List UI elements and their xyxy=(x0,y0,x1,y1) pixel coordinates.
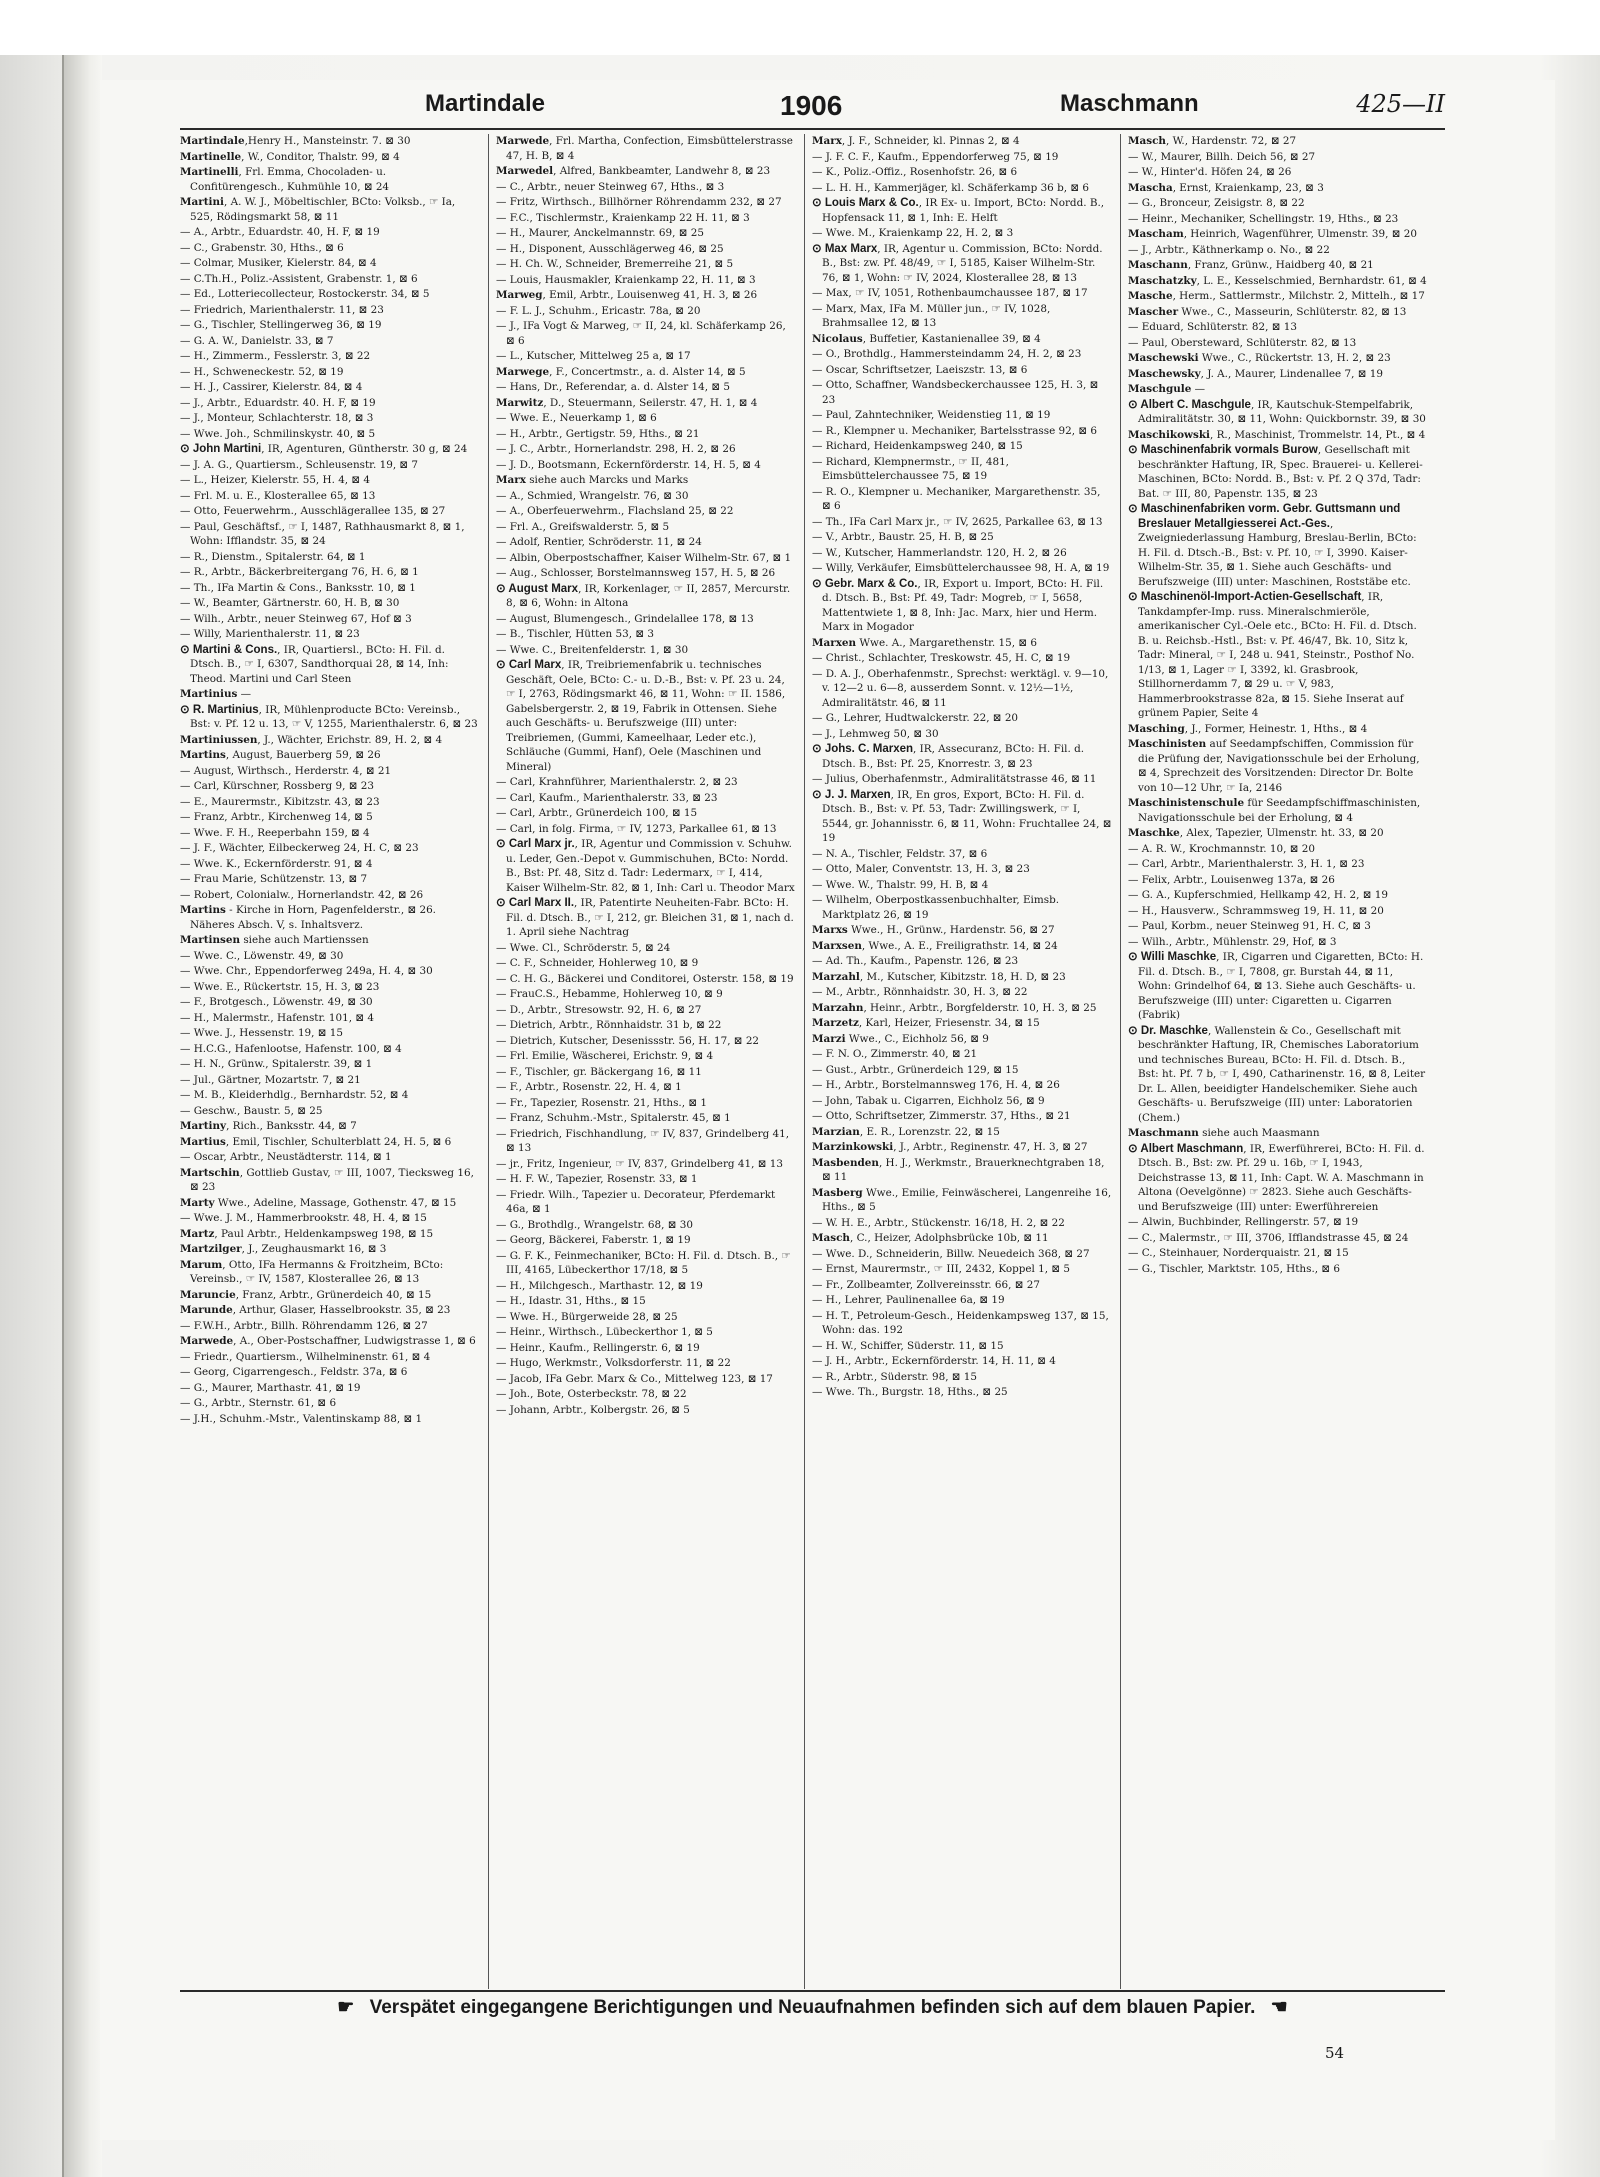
directory-entry: — D. A. J., Oberhafenmstr., Sprechst: werktägl. v. 9—10, v. 12—2 u. 6—8, ausserdem Sonnt. v. 12½—1½, Admiralitätstr. 46, ⊠ 11 xyxy=(812,667,1109,709)
directory-entry: — L., Heizer, Kielerstr. 55, H. 4, ⊠ 4 xyxy=(180,474,371,486)
directory-entry: — Albin, Oberpostschaffner, Kaiser Wilhelm-Str. 67, ⊠ 1 xyxy=(496,551,792,564)
directory-entry: — F.W.H., Arbtr., Billh. Röhrendamm 126, ⊠ 27 xyxy=(180,1319,428,1332)
directory-entry: — C., Arbtr., neuer Steinweg 67, Hths., ⊠ 3 xyxy=(496,180,725,193)
directory-entry: — Frl. Emilie, Wäscherei, Erichstr. 9, ⊠ 4 xyxy=(496,1050,714,1062)
directory-entry: ⊙ Carl Marx II., IR, Patentirte Neuheiten-Fabr. BCto: H. Fil. d. Dtsch. B., ☞ I, 212, gr. Bleichen 31, ⊠ 1, nach d. 1. April siehe Nachtrag xyxy=(496,897,794,938)
directory-entry: — F., Tischler, gr. Bäckergang 16, ⊠ 11 xyxy=(496,1065,702,1078)
directory-entry: — C., Malermstr., ☞ III, 3706, Ifflandstrasse 45, ⊠ 24 xyxy=(1128,1231,1409,1244)
directory-entry: — B., Tischler, Hütten 53, ⊠ 3 xyxy=(496,628,654,640)
directory-entry: — Frl. A., Greifswalderstr. 5, ⊠ 5 xyxy=(496,520,670,533)
column-4 xyxy=(1128,134,1428,1989)
directory-entry: — J. C., Arbtr., Hornerlandstr. 298, H. 2, ⊠ 26 xyxy=(496,443,736,455)
directory-entry: — Paul, Geschäftsf., ☞ I, 1487, Rathhausmarkt 8, ⊠ 1, Wohn: Ifflandstr. 35, ⊠ 24 xyxy=(180,520,465,547)
directory-entry: — J. H., Arbtr., Eckernförderstr. 14, H. 11, ⊠ 4 xyxy=(812,1355,1056,1367)
directory-entry: — A. R. W., Krochmannstr. 10, ⊠ 20 xyxy=(1128,842,1315,855)
directory-entry: Marunde, Arthur, Glaser, Hasselbrookstr. 35, ⊠ 23 xyxy=(180,1304,451,1316)
directory-entry: Maschke, Alex, Tapezier, Ulmenstr. ht. 33, ⊠ 20 xyxy=(1128,827,1384,839)
directory-entry: — Ad. Th., Kaufm., Papenstr. 126, ⊠ 23 xyxy=(812,955,1019,967)
directory-entry: Marzian, E. R., Lorenzstr. 22, ⊠ 15 xyxy=(812,1125,1000,1138)
directory-entry: — Friedr., Quartiersm., Wilhelminenstr. 61, ⊠ 4 xyxy=(180,1350,431,1363)
directory-entry: — Carl, Arbtr., Marienthalerstr. 3, H. 1, ⊠ 23 xyxy=(1128,858,1365,870)
directory-entry: Martz, Paul Arbtr., Heldenkampsweg 198, ⊠ 15 xyxy=(180,1227,434,1240)
directory-entry: — Carl, Kürschner, Rossberg 9, ⊠ 23 xyxy=(180,780,374,792)
directory-entry: — John, Tabak u. Cigarren, Eichholz 56, ⊠ 9 xyxy=(812,1094,1045,1107)
directory-entry: — Robert, Colonialw., Hornerlandstr. 42, ⊠ 26 xyxy=(180,888,424,901)
directory-entry: — J. D., Bootsmann, Eckernförderstr. 14, H. 5, ⊠ 4 xyxy=(496,458,761,471)
directory-entry: Martzilger, J., Zeughausmarkt 16, ⊠ 3 xyxy=(180,1243,387,1255)
directory-entry: — G., Arbtr., Sternstr. 61, ⊠ 6 xyxy=(180,1397,337,1409)
directory-entry: Martins, August, Bauerberg 59, ⊠ 26 xyxy=(180,749,381,761)
directory-entry: Maruncie, Franz, Arbtr., Grünerdeich 40, ⊠ 15 xyxy=(180,1288,432,1301)
directory-entry: — H., Milchgesch., Marthastr. 12, ⊠ 19 xyxy=(496,1279,703,1292)
directory-entry: — Wwe. J., Hessenstr. 19, ⊠ 15 xyxy=(180,1027,344,1039)
directory-entry: — Wwe. C., Löwenstr. 49, ⊠ 30 xyxy=(180,949,344,962)
directory-entry: — Alwin, Buchbinder, Rellingerstr. 57, ⊠ 19 xyxy=(1128,1216,1359,1228)
directory-entry: Martiny, Rich., Banksstr. 44, ⊠ 7 xyxy=(180,1120,357,1132)
directory-entry: — G., Bronceur, Zeisigstr. 8, ⊠ 22 xyxy=(1128,197,1305,209)
directory-entry: — J., Arbtr., Käthnerkamp o. No., ⊠ 22 xyxy=(1128,243,1330,256)
directory-entry: — R., Dienstm., Spitalerstr. 64, ⊠ 1 xyxy=(180,550,366,563)
directory-entry: — Fritz, Wirthsch., Billhörner Röhrendamm 232, ⊠ 27 xyxy=(496,196,782,208)
directory-entry: Mascham, Heinrich, Wagenführer, Ulmenstr. 39, ⊠ 20 xyxy=(1128,228,1417,240)
directory-entry: — Wwe. Th., Burgstr. 18, Hths., ⊠ 25 xyxy=(812,1386,1008,1398)
directory-entry: — Dietrich, Kutscher, Desenissstr. 56, H. 17, ⊠ 22 xyxy=(496,1034,760,1047)
directory-entry: Mascher Wwe., C., Masseurin, Schlüterstr. 82, ⊠ 13 xyxy=(1128,305,1407,318)
column-divider xyxy=(804,134,805,1989)
directory-entry: ⊙ John Martini, IR, Agenturen, Güntherstr. 30 g, ⊠ 24 xyxy=(180,443,468,455)
pointing-hand-icon: ☚ xyxy=(1270,1997,1288,2018)
directory-entry: — A., Schmied, Wrangelstr. 76, ⊠ 30 xyxy=(496,489,689,502)
directory-entry: ⊙ Max Marx, IR, Agentur u. Commission, BCto: Nordd. B., Bst: zw. Pf. 48/49, ☞ I, 5185, Kaiser Wilhelm-Str. 76, ⊠ 1, Wohn: ☞ IV, 2024, Klosterallee 28, ⊠ 13 xyxy=(812,242,1103,284)
directory-entry: — Geschw., Baustr. 5, ⊠ 25 xyxy=(180,1104,323,1117)
directory-entry: — Carl, Kaufm., Marienthalerstr. 33, ⊠ 23 xyxy=(496,791,718,804)
directory-entry: ⊙ Willi Maschke, IR, Cigarren und Cigaretten, BCto: H. Fil. d. Dtsch. B., ☞ I, 7808, gr. Burstah 44, ⊠ 11, Wohn: Grindelhof 64, ⊠ 13. Siehe auch Geschäfts- u. Berufszweige (III) unter: Cigaretten u. Cigarren (Fabrik) xyxy=(1128,951,1424,1021)
directory-entry: — M. B., Kleiderhdlg., Bernhardstr. 52, ⊠ 4 xyxy=(180,1089,409,1101)
page-number: 54 xyxy=(1325,2044,1345,2062)
directory-entry: ⊙ Dr. Maschke, Wallenstein & Co., Gesellschaft mit beschränkter Haftung, IR, Chemisches Laboratorium und technisches Bureau, BCto: H. Fil. d. Dtsch. B., Bst: ht. Pf. 7 b, ☞ I, 490, Catharinenstr. 16, ⊠ 8, Leiter Dr. L. Allen, beeidigter Handelschemiker. Siehe auch Geschäfts- u. Berufszweige (III) unter: Laboratorien (Chem.) xyxy=(1128,1024,1426,1124)
directory-entry: Masching, J., Former, Heinestr. 1, Hths., ⊠ 4 xyxy=(1128,722,1368,735)
directory-entry: Marxen Wwe. A., Margarethenstr. 15, ⊠ 6 xyxy=(812,636,1037,649)
footer-notice-text: Verspätet eingegangene Berichtigungen und Neuaufnahmen befinden sich auf dem blauen Papier. xyxy=(369,1997,1256,2018)
directory-entry: — Christ., Schlachter, Treskowstr. 45, H. C, ⊠ 19 xyxy=(812,652,1071,664)
directory-entry: Maschewski Wwe., C., Rückertstr. 13, H. 2, ⊠ 23 xyxy=(1128,352,1391,364)
directory-entry: — Wwe. F. H., Reeperbahn 159, ⊠ 4 xyxy=(180,826,370,839)
directory-entry: — M., Arbtr., Rönnhaidstr. 30, H. 3, ⊠ 22 xyxy=(812,986,1028,998)
directory-entry: — H. T., Petroleum-Gesch., Heidenkampsweg 137, ⊠ 15, Wohn: das. 192 xyxy=(812,1309,1109,1336)
directory-entry: — E., Maurermstr., Kibitzstr. 43, ⊠ 23 xyxy=(180,795,380,808)
directory-entry: — Aug., Schlosser, Borstelmannsweg 157, H. 5, ⊠ 26 xyxy=(496,567,776,579)
directory-entry: — Friedrich, Fischhandlung, ☞ IV, 837, Grindelberg 41, ⊠ 13 xyxy=(496,1127,790,1154)
directory-entry: Marx siehe auch Marcks und Marks xyxy=(496,474,689,486)
directory-entry: Maschinistenschule für Seedampfschiffmaschinisten, Navigationsschule bei der Erholung, ⊠ 4 xyxy=(1128,797,1421,824)
directory-entry: — Wwe. C., Breitenfelderstr. 1, ⊠ 30 xyxy=(496,643,689,656)
column-1 xyxy=(180,134,480,1989)
directory-entry: — Joh., Bote, Osterbeckstr. 78, ⊠ 22 xyxy=(496,1388,687,1400)
directory-entry: — Paul, Zahntechniker, Weidenstieg 11, ⊠ 19 xyxy=(812,409,1051,421)
directory-entry: — G. F. K., Feinmechaniker, BCto: H. Fil. d. Dtsch. B., ☞ III, 4165, Lübeckerthor 17/18, ⊠ 5 xyxy=(496,1249,791,1276)
directory-entry: — H., Maurer, Anckelmannstr. 69, ⊠ 25 xyxy=(496,227,704,239)
directory-entry: — Heinr., Wirthsch., Lübeckerthor 1, ⊠ 5 xyxy=(496,1326,713,1338)
directory-entry: — F.C., Tischlermstr., Kraienkamp 22 H. 11, ⊠ 3 xyxy=(496,211,750,224)
directory-entry: — Otto, Feuerwehrm., Ausschlägerallee 135, ⊠ 27 xyxy=(180,505,446,517)
directory-entry: — J. F. C. F., Kaufm., Eppendorferweg 75, ⊠ 19 xyxy=(812,150,1059,163)
directory-entry: — H., Arbtr., Borstelmannsweg 176, H. 4, ⊠ 26 xyxy=(812,1079,1060,1091)
directory-entry: — R., Klempner u. Mechaniker, Bartelsstrasse 92, ⊠ 6 xyxy=(812,424,1097,437)
directory-entry: — N. A., Tischler, Feldstr. 37, ⊠ 6 xyxy=(812,847,988,860)
directory-entry: — J., Lehmweg 50, ⊠ 30 xyxy=(812,727,939,740)
directory-entry: Marwitz, D., Steuermann, Seilerstr. 47, H. 1, ⊠ 4 xyxy=(496,396,758,409)
directory-entry: Maschikowski, R., Maschinist, Trommelstr. 14, Pt., ⊠ 4 xyxy=(1128,428,1426,441)
directory-entry: — Willy, Verkäufer, Eimsbüttelerchaussee 98, H. A, ⊠ 19 xyxy=(812,562,1110,574)
directory-entry: — Carl, Krahnführer, Marienthalerstr. 2, ⊠ 23 xyxy=(496,776,738,788)
directory-entry: — C., Steinhauer, Norderquaistr. 21, ⊠ 15 xyxy=(1128,1247,1349,1259)
directory-entry: — G., Maurer, Marthastr. 41, ⊠ 19 xyxy=(180,1381,361,1394)
directory-columns xyxy=(180,134,1445,1989)
directory-entry: Masche, Herm., Sattlermstr., Milchstr. 2, Mittelh., ⊠ 17 xyxy=(1128,290,1425,302)
directory-entry: — H. W., Schiffer, Süderstr. 11, ⊠ 15 xyxy=(812,1339,1004,1352)
directory-entry: — H., Malermstr., Hafenstr. 101, ⊠ 4 xyxy=(180,1011,374,1024)
directory-entry: — Georg, Cigarrengesch., Feldstr. 37a, ⊠ 6 xyxy=(180,1366,408,1378)
directory-entry: — H., Lehrer, Paulinenallee 6a, ⊠ 19 xyxy=(812,1294,1005,1306)
directory-entry: — Wilh., Arbtr., neuer Steinweg 67, Hof ⊠ 3 xyxy=(180,612,412,625)
directory-entry: — Marx, Max, IFa M. Müller jun., ☞ IV, 1028, Brahmsallee 12, ⊠ 13 xyxy=(812,302,1051,329)
directory-entry: ⊙ Maschinenfabriken vorm. Gebr. Guttsmann und Breslauer Metallgiesserei Act.-Ges., Zweigniederlassung Hamburg, Breslau-Berlin, BCto: H. Fil. d. Dtsch.-B., Bst: v. Pf. 10, ☞ I, 3990. Kaiser-Wilhelm-Str. 35, ⊠ 1. Siehe auch Geschäfts- und Berufszweige (III) unter: Maschinen, Roststäbe etc. xyxy=(1128,503,1417,588)
directory-entry: — Wwe. H., Bürgerweide 28, ⊠ 25 xyxy=(496,1310,678,1323)
directory-entry: — Heinr., Mechaniker, Schellingstr. 19, Hths., ⊠ 23 xyxy=(1128,212,1399,225)
directory-entry: Marzahn, Heinr., Arbtr., Borgfelderstr. 10, H. 3, ⊠ 25 xyxy=(812,1001,1097,1014)
directory-entry: Marwede, A., Ober-Postschaffner, Ludwigstrasse 1, ⊠ 6 xyxy=(180,1335,476,1347)
directory-entry: Marwege, F., Concertmstr., a. d. Alster 14, ⊠ 5 xyxy=(496,365,746,378)
directory-entry: — jr., Fritz, Ingenieur, ☞ IV, 837, Grindelberg 41, ⊠ 13 xyxy=(496,1157,783,1170)
directory-entry: — G., Tischler, Marktstr. 105, Hths., ⊠ 6 xyxy=(1128,1262,1340,1275)
directory-entry: — J., IFa Vogt & Marweg, ☞ II, 24, kl. Schäferkamp 26, ⊠ 6 xyxy=(496,320,786,347)
directory-entry: Marzi Wwe., C., Eichholz 56, ⊠ 9 xyxy=(812,1032,989,1045)
directory-entry: — Wwe. Cl., Schröderstr. 5, ⊠ 24 xyxy=(496,941,671,954)
directory-entry: — H., Zimmerm., Fesslerstr. 3, ⊠ 22 xyxy=(180,350,371,362)
header-right-keyword: Maschmann xyxy=(1060,90,1199,117)
directory-entry: — Wwe. W., Thalstr. 99, H. B, ⊠ 4 xyxy=(812,878,989,891)
directory-entry: Martindale,Henry H., Mansteinstr. 7. ⊠ 30 xyxy=(180,135,411,147)
directory-entry: ⊙ August Marx, IR, Korkenlager, ☞ II, 2857, Mercurstr. 8, ⊠ 6, Wohn: in Altona xyxy=(496,582,791,609)
directory-entry: — Wilh., Arbtr., Mühlenstr. 29, Hof, ⊠ 3 xyxy=(1128,935,1337,948)
directory-entry: — C. H. G., Bäckerei und Conditorei, Osterstr. 158, ⊠ 19 xyxy=(496,972,794,985)
directory-entry: Maschann, Franz, Grünw., Haidberg 40, ⊠ 21 xyxy=(1128,259,1374,271)
book-gutter xyxy=(62,55,102,2177)
directory-entry: — Otto, Maler, Conventstr. 13, H. 3, ⊠ 23 xyxy=(812,863,1030,875)
directory-entry: — J. F., Wächter, Eilbeckerweg 24, H. C, ⊠ 23 xyxy=(180,842,419,854)
directory-entry: — H., Arbtr., Gertigstr. 59, Hths., ⊠ 21 xyxy=(496,427,700,440)
footer-rule xyxy=(180,1990,1445,1992)
header-left-keyword: Martindale xyxy=(425,90,546,117)
directory-entry: Martiniussen, J., Wächter, Erichstr. 89, H. 2, ⊠ 4 xyxy=(180,733,443,746)
directory-entry: ⊙ Johs. C. Marxen, IR, Assecuranz, BCto: H. Fil. d. Dtsch. B., Bst: Pf. 25, Knorrestr. 3, ⊠ 23 xyxy=(812,743,1085,770)
directory-entry: — O., Brothdlg., Hammersteindamm 24, H. 2, ⊠ 23 xyxy=(812,348,1082,360)
directory-entry: — W., Hinter'd. Höfen 24, ⊠ 26 xyxy=(1128,166,1292,178)
directory-entry: Marx, J. F., Schneider, kl. Pinnas 2, ⊠ 4 xyxy=(812,135,1020,147)
directory-entry: — Frau Marie, Schützenstr. 13, ⊠ 7 xyxy=(180,873,368,885)
directory-entry: Marwedel, Alfred, Bankbeamter, Landwehr 8, ⊠ 23 xyxy=(496,165,771,177)
directory-entry: — H., Idastr. 31, Hths., ⊠ 15 xyxy=(496,1295,646,1307)
directory-entry: — Hugo, Werkmstr., Volksdorferstr. 11, ⊠ 22 xyxy=(496,1357,731,1369)
column-divider xyxy=(1120,134,1121,1989)
directory-entry: ⊙ Louis Marx & Co., IR Ex- u. Import, BCto: Nordd. B., Hopfensack 11, ⊠ 1, Inh: E. Helft xyxy=(812,197,1105,224)
directory-entry: — J.H., Schuhm.-Mstr., Valentinskamp 88, ⊠ 1 xyxy=(180,1412,423,1425)
directory-entry: Masbenden, H. J., Werkmstr., Brauerknechtgraben 18, ⊠ 11 xyxy=(812,1156,1105,1183)
directory-entry: — Th., IFa Martin & Cons., Banksstr. 10, ⊠ 1 xyxy=(180,581,416,594)
directory-entry: ⊙ Maschinenfabrik vormals Burow, Gesellschaft mit beschränkter Haftung, IR, Spec. Brauerei- u. Kellerei-Maschinen, BCto: Nordd. B., Bst: v. Pf. 2 Q 37d, Tadr: Bat. ☞ III, 80, Papenstr. 135, ⊠ 23 xyxy=(1128,444,1423,500)
directory-entry: — Georg, Bäckerei, Faberstr. 1, ⊠ 19 xyxy=(496,1234,691,1246)
directory-entry: — A., Oberfeuerwehrm., Flachsland 25, ⊠ 22 xyxy=(496,505,734,517)
directory-entry: — Oscar, Arbtr., Neustädterstr. 114, ⊠ 1 xyxy=(180,1151,392,1163)
directory-entry: ⊙ Martini & Cons., IR, Quartiersl., BCto: H. Fil. d. Dtsch. B., ☞ I, 6307, Sandthorquai 28, ⊠ 14, Inh: Theod. Martini und Carl Steen xyxy=(180,643,449,685)
directory-entry: Marty Wwe., Adeline, Massage, Gothenstr. 47, ⊠ 15 xyxy=(180,1196,457,1209)
directory-entry: ⊙ Carl Marx jr., IR, Agentur und Commission v. Schuhw. u. Leder, Gen.-Depot v. Gummischuhen, BCto: Nordd. B., Bst: Pf. 48, Sitz d. Tadr: Ledermarx, ☞ I, 414, Kaiser Wilhelm-Str. 82, ⊠ 1, Inh: Carl u. Theodor Marx xyxy=(496,838,795,894)
directory-entry: — L. H. H., Kammerjäger, kl. Schäferkamp 36 b, ⊠ 6 xyxy=(812,181,1089,194)
directory-entry: Martinsen siehe auch Martienssen xyxy=(180,934,369,946)
directory-entry: — K., Poliz.-Offiz., Rosenhofstr. 26, ⊠ 6 xyxy=(812,166,1018,178)
directory-entry: Maschatzky, L. E., Kesselschmied, Bernhardstr. 61, ⊠ 4 xyxy=(1128,274,1427,287)
directory-entry: — G. A. W., Danielstr. 33, ⊠ 7 xyxy=(180,334,334,347)
directory-entry: — Fr., Tapezier, Rosenstr. 21, Hths., ⊠ 1 xyxy=(496,1096,707,1109)
directory-entry: Masch, W., Hardenstr. 72, ⊠ 27 xyxy=(1128,135,1297,147)
directory-entry: — Eduard, Schlüterstr. 82, ⊠ 13 xyxy=(1128,321,1297,333)
directory-entry: — C. F., Schneider, Hohlerweg 10, ⊠ 9 xyxy=(496,957,699,969)
directory-entry: — Wwe. D., Schneiderin, Billw. Neuedeich 368, ⊠ 27 xyxy=(812,1247,1090,1260)
directory-entry: — Julius, Oberhafenmstr., Admiralitätstrasse 46, ⊠ 11 xyxy=(812,773,1097,785)
directory-entry: Martini, A. W. J., Möbeltischler, BCto: Volksb., ☞ Ia, 525, Rödingsmarkt 58, ⊠ 11 xyxy=(180,196,456,223)
header-year: 1906 xyxy=(780,90,843,121)
directory-entry: Martinelli, Frl. Emma, Chocoladen- u. Confitürengesch., Kuhmühle 10, ⊠ 24 xyxy=(180,166,390,193)
directory-entry: — G., Lehrer, Hudtwalckerstr. 22, ⊠ 20 xyxy=(812,712,1019,724)
directory-entry: — Paul, Obersteward, Schlüterstr. 82, ⊠ 13 xyxy=(1128,336,1357,349)
directory-entry: Martinelle, W., Conditor, Thalstr. 99, ⊠ 4 xyxy=(180,150,400,163)
directory-entry: — Heinr., Kaufm., Rellingerstr. 6, ⊠ 19 xyxy=(496,1341,700,1354)
directory-entry: — Otto, Schaffner, Wandsbeckerchaussee 125, H. 3, ⊠ 23 xyxy=(812,379,1099,406)
directory-entry: — R., Arbtr., Süderstr. 98, ⊠ 15 xyxy=(812,1370,978,1383)
directory-entry: — Wwe. J. M., Hammerbrookstr. 48, H. 4, ⊠ 15 xyxy=(180,1212,427,1224)
directory-entry: Marzetz, Karl, Heizer, Friesenstr. 34, ⊠ 15 xyxy=(812,1017,1040,1029)
directory-entry: Martins - Kirche in Horn, Pagenfelderstr., ⊠ 26. Näheres Absch. V, s. Inhaltsverz. xyxy=(180,904,436,931)
directory-entry: — Gust., Arbtr., Grünerdeich 129, ⊠ 15 xyxy=(812,1063,1019,1076)
directory-entry: — Ernst, Maurermstr., ☞ III, 2432, Koppel 1, ⊠ 5 xyxy=(812,1263,1070,1275)
directory-entry: — Wwe. E., Neuerkamp 1, ⊠ 6 xyxy=(496,412,657,424)
directory-entry: — G. A., Kupferschmied, Hellkamp 42, H. 2, ⊠ 19 xyxy=(1128,889,1389,901)
directory-entry: ⊙ J. J. Marxen, IR, En gros, Export, BCto: H. Fil. d. Dtsch. B., Bst: v. Pf. 53, Tadr: Zwillingswerk, ☞ I, 5544, gr. Johannisstr. 6, ⊠ 11, Wohn: Fruchtallee 24, ⊠ 19 xyxy=(812,788,1112,844)
directory-entry: — Jul., Gärtner, Mozartstr. 7, ⊠ 21 xyxy=(180,1073,361,1086)
directory-entry: — Adolf, Rentier, Schröderstr. 11, ⊠ 24 xyxy=(496,536,702,548)
pointing-hand-icon: ☛ xyxy=(337,1997,355,2018)
directory-entry: — Otto, Schriftsetzer, Zimmerstr. 37, Hths., ⊠ 21 xyxy=(812,1110,1071,1122)
directory-entry: Maschmann siehe auch Maasmann xyxy=(1128,1127,1320,1139)
directory-entry: — Wwe. E., Rückertstr. 15, H. 3, ⊠ 23 xyxy=(180,980,380,993)
directory-entry: — Max, ☞ IV, 1051, Rothenbaumchaussee 187, ⊠ 17 xyxy=(812,287,1088,299)
directory-entry: — Wwe. M., Kraienkamp 22, H. 2, ⊠ 3 xyxy=(812,227,1014,239)
directory-entry: — Carl, in folg. Firma, ☞ IV, 1273, Parkallee 61, ⊠ 13 xyxy=(496,822,777,835)
directory-entry: Maschewsky, J. A., Maurer, Lindenallee 7, ⊠ 19 xyxy=(1128,367,1383,380)
directory-entry: — V., Arbtr., Baustr. 25, H. B, ⊠ 25 xyxy=(812,531,994,543)
directory-entry: — R. O., Klempner u. Mechaniker, Margarethenstr. 35, ⊠ 6 xyxy=(812,485,1101,512)
directory-entry: — C.Th.H., Poliz.-Assistent, Grabenstr. 1, ⊠ 6 xyxy=(180,272,418,285)
directory-entry: — H., Disponent, Ausschlägerweg 46, ⊠ 25 xyxy=(496,242,724,255)
directory-entry: — D., Arbtr., Stresowstr. 92, H. 6, ⊠ 27 xyxy=(496,1003,702,1016)
directory-entry: — Ed., Lotteriecollecteur, Rostockerstr. 34, ⊠ 5 xyxy=(180,288,430,300)
directory-entry: — H. F. W., Tapezier, Rosenstr. 33, ⊠ 1 xyxy=(496,1173,698,1185)
directory-entry: — Dietrich, Arbtr., Rönnhaidstr. 31 b, ⊠ 22 xyxy=(496,1019,722,1031)
directory-entry: Mascha, Ernst, Kraienkamp, 23, ⊠ 3 xyxy=(1128,181,1324,194)
directory-entry: — J., Monteur, Schlachterstr. 18, ⊠ 3 xyxy=(180,412,374,424)
directory-entry: — Frl. M. u. E., Klosterallee 65, ⊠ 13 xyxy=(180,489,376,502)
directory-entry: ⊙ Carl Marx, IR, Treibriemenfabrik u. technisches Geschäft, Oele, BCto: C.- u. D.-B., Bst: v. Pf. 23 u. 24, ☞ I, 2763, Rödingsmarkt 46, ⊠ 11, Wohn: ☞ II. 1586, Gabelsbergerstr. 2, ⊠ 19, Fabrik in Ottensen. Siehe auch Geschäfts- u. Berufszweige (III) unter: Treibriemen, (Gummi, Kameelhaar, Leder etc.), Schläuche (Gummi, Hanf), Oele (Maschinen und Mineral) xyxy=(496,659,786,773)
footer-notice xyxy=(180,1996,1445,2026)
directory-entry: — F. N. O., Zimmerstr. 40, ⊠ 21 xyxy=(812,1048,978,1060)
directory-entry: — Wwe. Chr., Eppendorferweg 249a, H. 4, ⊠ 30 xyxy=(180,965,433,977)
directory-entry: — Franz, Arbtr., Kirchenweg 14, ⊠ 5 xyxy=(180,811,373,823)
directory-entry: — G., Brothdlg., Wrangelstr. 68, ⊠ 30 xyxy=(496,1218,693,1231)
header-page-number: 425—II xyxy=(1356,90,1445,118)
directory-entry: — Hans, Dr., Referendar, a. d. Alster 14, ⊠ 5 xyxy=(496,381,730,393)
directory-entry: — Richard, Klempnermstr., ☞ II, 481, Eimsbüttelerchaussee 75, ⊠ 19 xyxy=(812,455,1009,482)
directory-entry: — H., Schweneckestr. 52, ⊠ 19 xyxy=(180,365,344,378)
directory-entry: — Paul, Korbm., neuer Steinweg 91, H. C, ⊠ 3 xyxy=(1128,920,1371,932)
directory-entry: — W., Beamter, Gärtnerstr. 60, H. B, ⊠ 30 xyxy=(180,597,400,609)
directory-entry: — W., Kutscher, Hammerlandstr. 120, H. 2, ⊠ 26 xyxy=(812,546,1067,559)
directory-entry: Marzahl, M., Kutscher, Kibitzstr. 18, H. D, ⊠ 23 xyxy=(812,970,1066,983)
directory-entry: — H.C.G., Hafenlootse, Hafenstr. 100, ⊠ 4 xyxy=(180,1042,402,1055)
directory-entry: — Wwe. Joh., Schmilinskystr. 40, ⊠ 5 xyxy=(180,427,376,440)
directory-entry: — J., Arbtr., Eduardstr. 40. H. F, ⊠ 19 xyxy=(180,396,376,409)
directory-entry: — August, Wirthsch., Herderstr. 4, ⊠ 21 xyxy=(180,764,392,777)
directory-entry: — Carl, Arbtr., Grünerdeich 100, ⊠ 15 xyxy=(496,807,698,819)
directory-entry: — C., Grabenstr. 30, Hths., ⊠ 6 xyxy=(180,241,344,254)
directory-entry: ⊙ Albert C. Maschgule, IR, Kautschuk-Stempelfabrik, Admiralitätstr. 30, ⊠ 11, Wohn: Quickbornstr. 39, ⊠ 30 xyxy=(1128,398,1426,425)
directory-entry: — J. A. G., Quartiersm., Schleusenstr. 19, ⊠ 7 xyxy=(180,458,419,471)
column-divider xyxy=(488,134,489,1989)
directory-entry: — H. J., Cassirer, Kielerstr. 84, ⊠ 4 xyxy=(180,381,363,393)
directory-entry: — Wwe. K., Eckernförderstr. 91, ⊠ 4 xyxy=(180,857,373,870)
directory-entry: Marweg, Emil, Arbtr., Louisenweg 41, H. 3, ⊠ 26 xyxy=(496,289,758,301)
directory-entry: — Fr., Zollbeamter, Zollvereinsstr. 66, ⊠ 27 xyxy=(812,1278,1040,1291)
directory-entry: Martschin, Gottlieb Gustav, ☞ III, 1007, Tiecksweg 16, ⊠ 23 xyxy=(180,1166,474,1193)
directory-entry: ⊙ Maschinenöl-Import-Actien-Gesellschaft, IR, Tankdampfer-Imp. russ. Mineralschmieröle, amerikanischer Cyl.-Oele etc., BCto: H. Fil. d. Dtsch. B. u. Reichsb.-Hstl., Bst: v. Pf. 46/47, Bk. 10, Sitz k, Tadr: Mineral, ☞ I, 248 u. 941, Steinstr., Posthof No. 1/13, ⊠ 1, Lager ☞ I, 3392, kl. Grasbrook, Stillhornerdamm 7, ⊠ 29 u. ☞ V, 983, Hammerbrookstrasse 82a, ⊠ 15. Siehe Inserat auf grünem Papier, Seite 4 xyxy=(1128,591,1417,719)
directory-entry: — W. H. E., Arbtr., Stückenstr. 16/18, H. 2, ⊠ 22 xyxy=(812,1216,1065,1229)
directory-entry: Maschgule — xyxy=(1128,383,1206,395)
directory-entry: — W., Maurer, Billh. Deich 56, ⊠ 27 xyxy=(1128,150,1316,163)
page-header xyxy=(80,90,1445,126)
directory-entry: — R., Arbtr., Bäckerbreitergang 76, H. 6, ⊠ 1 xyxy=(180,566,419,578)
directory-entry: — F. L. J., Schuhm., Ericastr. 78a, ⊠ 20 xyxy=(496,304,701,317)
directory-entry: — Oscar, Schriftsetzer, Laeiszstr. 13, ⊠ 6 xyxy=(812,363,1028,376)
directory-entry: — August, Blumengesch., Grindelallee 178, ⊠ 13 xyxy=(496,612,754,625)
directory-entry: — F., Arbtr., Rosenstr. 22, H. 4, ⊠ 1 xyxy=(496,1081,682,1093)
header-rule xyxy=(180,128,1445,130)
directory-entry: — L., Kutscher, Mittelweg 25 a, ⊠ 17 xyxy=(496,350,691,362)
directory-entry: — H. Ch. W., Schneider, Bremerreihe 21, ⊠ 5 xyxy=(496,258,734,270)
directory-entry: Marxsen, Wwe., A. E., Freiligrathstr. 14, ⊠ 24 xyxy=(812,939,1058,952)
directory-entry: — Colmar, Musiker, Kielerstr. 84, ⊠ 4 xyxy=(180,257,377,269)
directory-entry: Martinius — xyxy=(180,688,252,700)
directory-entry: — Willy, Marienthalerstr. 11, ⊠ 23 xyxy=(180,628,360,640)
directory-entry: — Johann, Arbtr., Kolbergstr. 26, ⊠ 5 xyxy=(496,1403,690,1416)
directory-entry: Maschinisten auf Seedampfschiffen, Commission für die Prüfung der, Navigationsschule bei der Erholung, ⊠ 4, Sprechzeit des Vorsitzenden: Director Dr. Bolte von 10—12 Uhr, ☞ Ia, 2146 xyxy=(1128,738,1420,794)
directory-entry: Marzinkowski, J., Arbtr., Reginenstr. 47, H. 3, ⊠ 27 xyxy=(812,1141,1088,1153)
directory-entry: — H. N., Grünw., Spitalerstr. 39, ⊠ 1 xyxy=(180,1058,373,1070)
directory-entry: — A., Arbtr., Eduardstr. 40, H. F, ⊠ 19 xyxy=(180,226,380,238)
directory-entry: Marxs Wwe., H., Grünw., Hardenstr. 56, ⊠ 27 xyxy=(812,924,1055,936)
directory-entry: Martius, Emil, Tischler, Schulterblatt 24, H. 5, ⊠ 6 xyxy=(180,1135,452,1148)
directory-entry: — Jacob, IFa Gebr. Marx & Co., Mittelweg 123, ⊠ 17 xyxy=(496,1372,773,1385)
directory-entry: — Th., IFa Carl Marx jr., ☞ IV, 2625, Parkallee 63, ⊠ 13 xyxy=(812,515,1103,528)
directory-entry: — H., Hausverw., Schrammsweg 19, H. 11, ⊠ 20 xyxy=(1128,904,1384,917)
directory-entry: ⊙ Albert Maschmann, IR, Ewerführerei, BCto: H. Fil. d. Dtsch. B., Bst: zw. Pf. 29 u. 16b, ☞ I, 1943, Deichstrasse 13, ⊠ 11, Inh: Capt. W. A. Maschmann in Altona (Oevelgönne) ☞ 2823. Siehe auch Geschäfts- und Berufszweige (III) unter: Ewerführereien xyxy=(1128,1142,1425,1213)
directory-entry: — FrauC.S., Hebamme, Hohlerweg 10, ⊠ 9 xyxy=(496,988,723,1000)
directory-entry: Marum, Otto, IFa Hermanns & Froitzheim, BCto: Vereinsb., ☞ IV, 1587, Klosterallee 26, ⊠ 13 xyxy=(180,1258,444,1285)
directory-entry: Masberg Wwe., Emilie, Feinwäscherei, Langenreihe 16, Hths., ⊠ 5 xyxy=(812,1186,1112,1213)
directory-entry: — F., Brotgesch., Löwenstr. 49, ⊠ 30 xyxy=(180,996,373,1008)
directory-entry: — Friedr. Wilh., Tapezier u. Decorateur, Pferdemarkt 46a, ⊠ 1 xyxy=(496,1188,776,1215)
directory-entry: — Richard, Heidenkampsweg 240, ⊠ 15 xyxy=(812,440,1023,452)
directory-entry: ⊙ Gebr. Marx & Co., IR, Export u. Import, BCto: H. Fil. d. Dtsch. B., Bst: Pf. 49, Tadr: Mogreb, ☞ I, 5658, Mattentwiete 1, ⊠ 8, Inh: Jac. Marx, hier und Herm. Marx in Mogador xyxy=(812,577,1104,633)
directory-entry: Marwede, Frl. Martha, Confection, Eimsbüttelerstrasse 47, H. B, ⊠ 4 xyxy=(496,135,793,162)
directory-entry: — Felix, Arbtr., Louisenweg 137a, ⊠ 26 xyxy=(1128,873,1335,886)
column-3 xyxy=(812,134,1112,1989)
directory-entry: — Franz, Schuhm.-Mstr., Spitalerstr. 45, ⊠ 1 xyxy=(496,1112,731,1124)
directory-entry: Masch, C., Heizer, Adolphsbrücke 10b, ⊠ 11 xyxy=(812,1232,1049,1244)
directory-entry: — Louis, Hausmakler, Kraienkamp 22, H. 11, ⊠ 3 xyxy=(496,273,756,286)
directory-entry: ⊙ R. Martinius, IR, Mühlenproducte BCto: Vereinsb., Bst: v. Pf. 12 u. 13, ☞ V, 1255, Marienthalerstr. 6, ⊠ 23 xyxy=(180,703,478,730)
directory-entry: — Friedrich, Marienthalerstr. 11, ⊠ 23 xyxy=(180,303,384,316)
column-2 xyxy=(496,134,796,1989)
directory-entry: — Wilhelm, Oberpostkassenbuchhalter, Eimsb. Marktplatz 26, ⊠ 19 xyxy=(812,894,1060,921)
directory-entry: — G., Tischler, Stellingerweg 36, ⊠ 19 xyxy=(180,319,382,331)
directory-entry: Nicolaus, Buffetier, Kastanienallee 39, ⊠ 4 xyxy=(812,332,1041,345)
